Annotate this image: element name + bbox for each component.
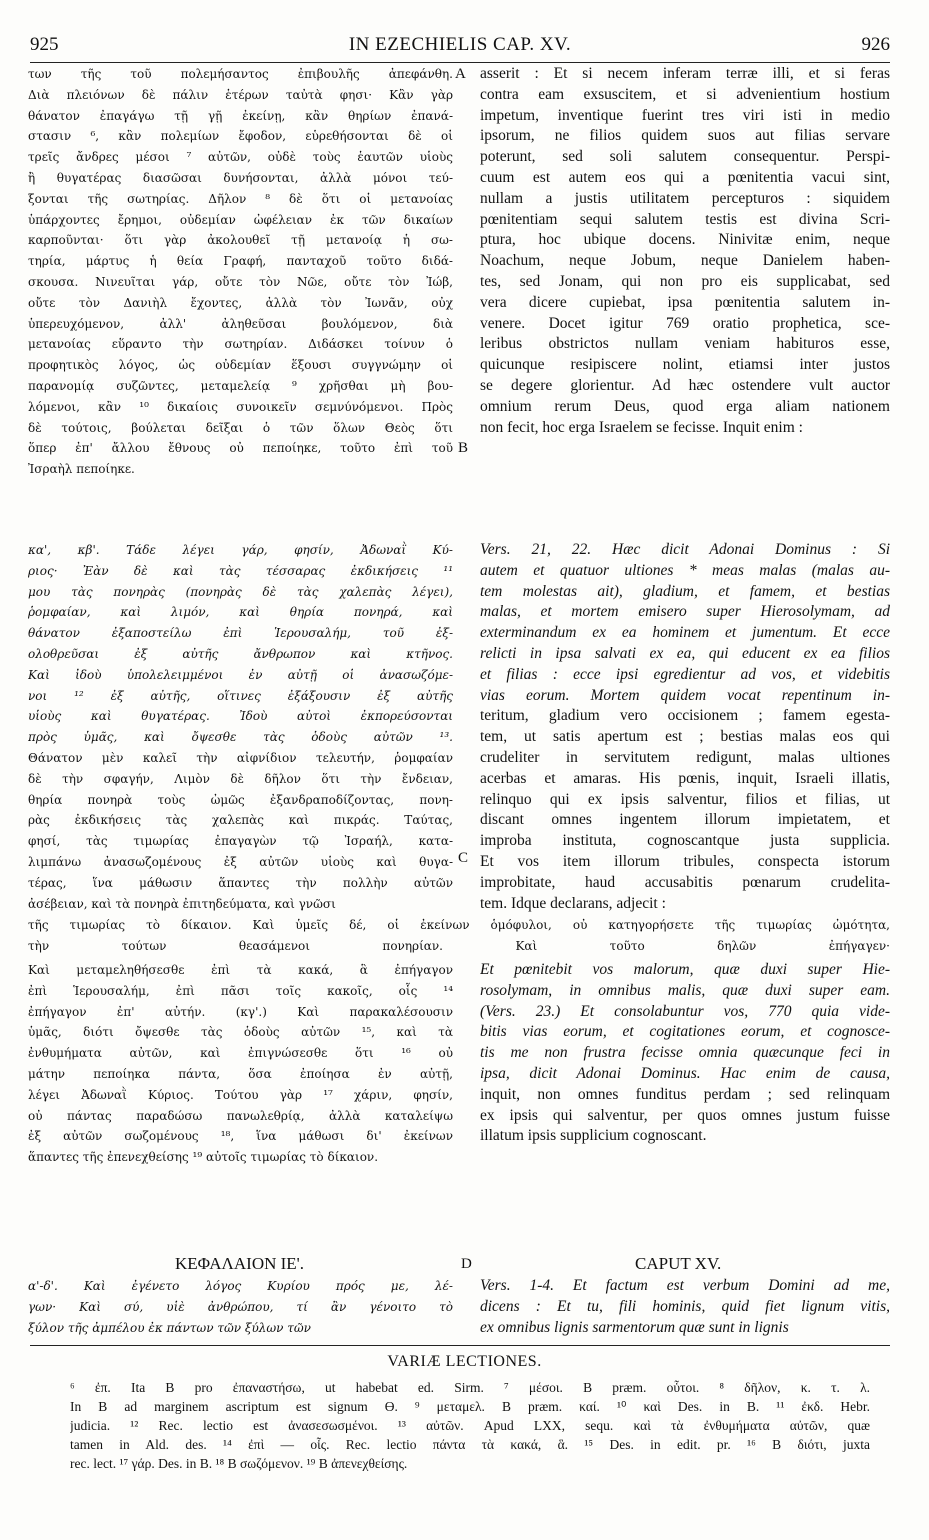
text-line: quicunque resipiscere nolint, etiamsi inter justos: [480, 356, 890, 374]
text-line: των τῆς τοῦ πολεμήσαντος ἐπιβουλῆς ἀπεφάνθη.: [28, 67, 453, 81]
text-line: θάνατον ἐξαποστείλω ἐπὶ Ἱερουσαλήμ, τοῦ ἐξ-: [28, 626, 453, 641]
text-line: ὅπερ ἐπ' ἄλλου ἔθνους οὐ πεποίηκε, τοῦτο ἐπὶ τοῦ: [28, 441, 453, 456]
text-line: θηρία πονηρὰ τοὺς ὠμῶς ἐξανδραποδίζοντας, πονη-: [28, 792, 453, 807]
text-line: μετανοίας εὕραντο τὴν σωτηρίαν. Διδάσκει τοίνυν ὁ: [28, 337, 453, 352]
text-line: θάνατον ἐπαγάγω τῇ γῇ ἐκείνῃ, κἂν θηρίων ἐπανά-: [28, 108, 453, 123]
variae-lectiones-title: VARIÆ LECTIONES.: [387, 1353, 542, 1370]
text-line: improba instituta, cognoscantque justa supplicia.: [480, 832, 890, 850]
text-line: νοι ¹² ἐξ αὐτῆς, οἵτινες ἐξάξουσιν ἐξ αὐτῆς: [28, 688, 453, 703]
chapter-heading-latin: CAPUT XV.: [635, 1254, 722, 1273]
text-line: ex ipsis qui salventur, per quos omnes justum fuisse: [480, 1106, 890, 1124]
text-line: tamen in Ald. des. ¹⁴ ἐπὶ — οἷς. Rec. lectio πάντα τὰ κακά, ἃ. ¹⁵ Des. in edit. pr. ¹⁶ B διότι, juxta: [70, 1437, 870, 1452]
latin-column-lower: [480, 960, 890, 1147]
text-line: ἐξ αὐτῶν σωζομένους ¹⁸, ἵνα μάθωσι δι' ἐκείνων: [28, 1129, 453, 1144]
text-line: καρποῦνται· ὅτι γὰρ ἀκολουθεῖ τῇ μετανοίᾳ ἡ σω-: [28, 233, 453, 248]
text-line: πρὸς ὑμᾶς, καὶ ὄψεσθε τὰς ὁδοὺς αὐτῶν ¹³.: [28, 730, 453, 745]
text-line: Et vos item illorum tribules, conspecta istorum: [480, 852, 890, 870]
notes-rule: [30, 1345, 890, 1346]
margin-marker-b: B: [458, 440, 469, 456]
chapter-heading-greek: ΚΕΦΑΛΑΙΟΝ ΙΕ'.: [175, 1254, 304, 1273]
text-line: μάτην πεποίηκα πάντα, ὅσα ἐποίησα ἐν αὐτῇ,: [28, 1066, 453, 1081]
full-width-greek: [28, 915, 890, 957]
text-line: autem et quatuor ultiones * meas malas (malas au-: [480, 561, 890, 579]
margin-marker-d: D: [461, 1256, 472, 1272]
text-line: nullam a justis utilitatem percepturos : siquidem: [480, 189, 890, 207]
text-line: φησί, τὰς τιμωρίας ἐπαγαγὼν τῷ Ἰσραήλ, κατα-: [28, 834, 453, 849]
text-line: ptura, hoc ubique docens. Ninivitæ enim, neque: [480, 231, 890, 249]
chapter-greek-text: [28, 1276, 453, 1338]
text-line: tis me non frustra fecisse omnia quæcunque feci in: [480, 1044, 890, 1062]
text-line: inquit, non omnes funditus perdam ; sed relinquam: [480, 1085, 890, 1103]
variae-lectiones-notes: [70, 1378, 870, 1473]
text-line: Noachum, neque Jobum, neque Danielem haben-: [480, 252, 890, 270]
text-line: Καὶ ἰδοὺ ὑπολελειμμένοι ἐν αὐτῇ οἱ ἀνασωζόμε-: [28, 667, 453, 682]
text-line: bitis vias eorum, et cogitationes eorum, et cognosce-: [480, 1023, 890, 1041]
latin-column-top: [480, 64, 890, 438]
text-line: ριος· Ἐὰν δὲ καὶ τὰς τέσσαρας ἐκδικήσεις ¹¹: [28, 563, 453, 578]
text-line: Διὰ πλειόνων δὲ πάλιν ἑτέρων ταὐτὰ φησι· Κἂν γὰρ: [28, 87, 453, 102]
text-line: impetum, inventique fuerint tres viri isti in medio: [480, 106, 890, 124]
text-line: Καὶ μεταμεληθήσεσθε ἐπὶ τὰ κακά, ἃ ἐπήγαγον: [28, 963, 453, 977]
text-line: (Vers. 23.) Et consolabuntur vos, 770 quia vide-: [480, 1002, 890, 1020]
text-line: μου τὰς πονηρὰς (πονηρὰς δὲ τὰς χαλεπὰς λέγει),: [28, 584, 453, 599]
text-line: ex omnibus lignis sarmentorum quæ sunt in lignis: [480, 1318, 789, 1336]
text-line: crudeliter in servitutem redigunt, malas ultiones: [480, 748, 890, 766]
text-line: λόμενοι, κἂν ¹⁰ δικαίοις συνοικεῖν σεμνύνόμενοι. Πρὸς: [28, 399, 453, 414]
text-line: acerbas et amaras. His pœnis, inquit, Israeli illatis,: [480, 769, 890, 787]
text-line: ἅπαντες τῆς ἐπενεχθείσης ¹⁹ αὐτοῖς τιμωρίας τὸ δίκαιον.: [28, 1150, 379, 1165]
text-line: ipsa, dicit Adonai Dominus. Hac enim de causa,: [480, 1064, 890, 1082]
text-line: γων· Καὶ σύ, υἱὲ ἀνθρώπου, τί ἂν γένοιτο τὸ: [28, 1299, 453, 1314]
running-title: IN EZECHIELIS CAP. XV.: [348, 34, 572, 55]
page-number-right: 926: [861, 34, 890, 55]
text-line: ⁶ ἐπ. Ita B pro ἐπαναστήσω, ut habebat ed. Sirm. ⁷ μέσοι. B præm. οὗτοι. ⁸ δῆλον, κ. τ. λ.: [70, 1380, 870, 1395]
text-line: ἐπήγαγον ἐπ' αὐτήν. (κγ'.) Καὶ παρακαλέσουσιν: [28, 1004, 453, 1019]
text-line: Θάνατον μὲν καλεῖ τὴν αἰφνίδιον τελευτήν, ῥομφαίαν: [28, 750, 453, 765]
text-line: ρὰς ἐκδικήσεις τὰς χαλεπὰς καὶ πικράς. Ταύτας,: [28, 813, 453, 828]
text-line: τηρία, μάρτυς ἡ θεία Γραφή, πανταχοῦ τοῦτο διδά-: [28, 254, 453, 269]
text-line: ὑπερευχόμενον, ἀλλ' ἀληθεῦσαι βουλόμενον, διὰ: [28, 316, 453, 331]
text-line: τέρας, ἵνα μάθωσιν ἅπαντες τὴν πολλὴν αὐτῶν: [28, 875, 453, 890]
text-line: ὑμᾶς, διότι ὄψεσθε τὰς ὁδοὺς αὐτῶν ¹⁵, καὶ τὰ: [28, 1025, 453, 1040]
text-line: τρεῖς ἄνδρες μέσοι ⁷ αὐτῶν, οὐδὲ τοὺς ἑαυτῶν υἱοὺς: [28, 150, 453, 165]
text-line: rec. lect. ¹⁷ γάρ. Des. in B. ¹⁸ B σωζόμενον. ¹⁹ B ἀπενεχθείσης.: [70, 1456, 408, 1471]
text-line: tem molestas ait), gladium, et famem, et bestias: [480, 582, 890, 600]
text-line: venere. Docet igitur 769 oratio prophetica, sce-: [480, 314, 890, 332]
text-line: vias eorum. Mortem quidem vocat repentinum in-: [480, 686, 890, 704]
text-line: ξονται τῆς σωτηρίας. Δῆλον ⁸ δὲ ὅτι οἱ μετανοίας: [28, 191, 453, 206]
text-line: vera dicere cupiebat, ipsa pœnitentia salutem in-: [480, 293, 890, 311]
text-line: Vers. 21, 22. Hæc dicit Adonai Dominus : Si: [480, 541, 890, 558]
text-line: ῥομφαίαν, καὶ λιμόν, καὶ θηρία πονηρά, καὶ: [28, 605, 453, 620]
text-line: judicia. ¹² Rec. lectio est ἀνασεσωσμένοι. ¹³ αὐτῶν. Apud LXX, sequ. καὶ τὰ ἐνθυμήματα αὐτῶν, quæ: [70, 1418, 870, 1433]
text-line: dicens : Et tu, fili hominis, quid fiet lignum vitis,: [480, 1297, 890, 1315]
text-line: pœnitentiam sequi salutem testis est divina Scri-: [480, 210, 890, 228]
text-line: leribus obstrictos nullam veniam habituros esse,: [480, 335, 890, 353]
page-number-left: 925: [30, 34, 59, 55]
text-line: Vers. 1-4. Et factum est verbum Domini ad me,: [480, 1277, 890, 1294]
text-line: α'-δ'. Καὶ ἐγένετο λόγος Κυρίου πρός με, λέ-: [28, 1279, 453, 1293]
text-line: tem. Idque declarans, adjecit :: [480, 894, 666, 912]
text-line: exterminandum ex ea hominem et jumentum. Et ecce: [480, 624, 890, 642]
text-line: discant omnes ingentem illorum impietatem, et: [480, 811, 890, 829]
greek-column-lower: [28, 960, 453, 1168]
text-line: ἢ θυγατέρας διασῶσαι δυνήσονται, ἀλλὰ μόνοι τεύ-: [28, 170, 453, 185]
text-line: improbitate, haud accusabitis pœnarum crudelita-: [480, 873, 890, 891]
text-line: τὴν τούτων θεασάμενοι πονηρίαν. Καὶ τοῦτο δηλῶν ἐπήγαγεν·: [28, 938, 890, 953]
text-line: δὲ τὴν σφαγήν, Λιμὸν δὲ δῆλον ὅτι τὴν ἔνδειαν,: [28, 771, 453, 786]
text-line: προφητικὸς λόγος, ὡς οὐδεμίαν ἕξουσι συγγνώμην οἱ: [28, 358, 453, 373]
text-line: relicti in ipsa salvati ex ea, qui educent ex ea filios: [480, 644, 890, 662]
text-line: υἱοὺς καὶ θυγατέρας. Ἰδοὺ αὐτοὶ ἐκπορεύσονται: [28, 709, 453, 724]
text-line: et filias : ecce ipsi egredientur ad vos, et videbitis: [480, 665, 890, 683]
text-line: tem, ut satis apertum est ; bestias malas eos qui: [480, 728, 890, 746]
text-line: relinquo qui ex ipsis salventur, filios et filias, ut: [480, 790, 890, 808]
text-line: οὐ πάντας παραδώσω πανωλεθρίᾳ, ἀλλὰ καταλείψω: [28, 1108, 453, 1123]
text-line: ἀσέβειαν, καὶ τὰ πονηρὰ ἐπιτηδεύματα, καὶ γνῶσι: [28, 896, 336, 911]
text-line: ipsorum, ne filios quidem suos aut filias servare: [480, 127, 890, 145]
text-line: asserit : Et si necem inferam terræ illi, et si feras: [480, 65, 890, 82]
text-line: κα', κβ'. Τάδε λέγει γάρ, φησίν, Ἀδωναῒ Κύ-: [28, 543, 453, 557]
text-line: Et pœnitebit vos malorum, quæ duxi super Hie-: [480, 961, 890, 978]
text-line: σκουσα. Νινευῖται γάρ, οὔτε τὸν Νῶε, οὔτε τὸν Ἰώβ,: [28, 274, 453, 289]
greek-column-middle: [28, 540, 453, 914]
text-line: poterunt, sed soli salutem consequentur. Perspi-: [480, 148, 890, 166]
text-line: λέγει Ἀδωναῒ Κύριος. Τούτου γὰρ ¹⁷ χάριν, φησίν,: [28, 1087, 453, 1102]
text-line: malas, et mortem emisero super Hierosolymam, ad: [480, 603, 890, 621]
latin-column-middle: [480, 540, 890, 914]
text-line: παρανομίᾳ συζῶντες, μεταμελείᾳ ⁹ χρῆσθαι μὴ βου-: [28, 378, 453, 393]
text-line: δὲ τούτοις, βούλεται δεῖξαι ὁ τῶν ὅλων Θεὸς ὅτι: [28, 420, 453, 435]
text-line: illatum ipsis supplicium cognoscant.: [480, 1127, 707, 1145]
text-line: contra eam exsuscitem, et si advenientium hostium: [480, 85, 890, 103]
text-line: In B ad marginem ascriptum est signum ϴ. ⁹ μεταμελ. B præm. καί. ¹⁰ καὶ Des. in B. ¹¹ ἐκδ. Hebr.: [70, 1399, 870, 1414]
running-header: [30, 34, 890, 58]
text-line: ἐνθυμήματα αὐτῶν, καὶ ἐπιγνώσεσθε ὅτι ¹⁶ οὐ: [28, 1046, 453, 1061]
text-line: teritum, gladium vero occisionem ; famem egesta-: [480, 707, 890, 725]
text-line: tes, sed Jonam, qui non pro eis supplicabat, sed: [480, 272, 890, 290]
text-line: omnium rerum Deus, quod erga aliam nationem: [480, 397, 890, 415]
text-line: ξύλον τῆς ἀμπέλου ἐκ πάντων τῶν ξύλων τῶν: [28, 1320, 311, 1335]
text-line: ἐπὶ Ἱερουσαλήμ, ἐπὶ πᾶσι τοῖς κακοῖς, οἷς ¹⁴: [28, 983, 453, 998]
margin-marker-c: C: [458, 850, 469, 866]
margin-marker-a: A: [455, 66, 466, 82]
text-line: οὔτε τὸν Δανιὴλ ἔχοντες, ἀλλὰ τὸν Ἰωνᾶν, οὐχ: [28, 295, 453, 310]
text-line: cuum est autem eos qui a pœnitentia vacui sint,: [480, 168, 890, 186]
text-line: ολοθρεῦσαι ἐξ αὐτῆς ἄνθρωπον καὶ κτῆνος.: [28, 646, 453, 661]
text-line: non fecit, hoc erga Israelem se fecisse. Inquit enim :: [480, 418, 803, 436]
text-line: λιμπάνω ἀνασωζομένους ἐξ αὐτῶν υἱοὺς καὶ θυγα-: [28, 854, 453, 869]
text-line: τῆς τιμωρίας τὸ δίκαιον. Καὶ ὑμεῖς δέ, οἱ ἐκείνων ὁμόφυλοι, οὐ κατηγορήσετε τῆς τιμωρίας ὠμότητα,: [28, 918, 890, 932]
text-line: se degere glorientur. Ad hæc ostendere vult auctor: [480, 376, 890, 394]
header-rule: [30, 62, 890, 63]
text-line: Ἰσραὴλ πεποίηκε.: [28, 462, 135, 477]
text-line: στασιν ⁶, κἂν πολεμίων ἔφοδον, εὑρεθήσονται δὲ οἱ: [28, 129, 453, 144]
text-line: rosolymam, in omnibus malis, quæ duxi super eam.: [480, 981, 890, 999]
text-line: ὑπάρχοντες ἔρημοι, οὐδεμίαν ὠφέλειαν ἐκ τῶν δικαίων: [28, 212, 453, 227]
chapter-latin-text: [480, 1276, 890, 1338]
greek-column-top: [28, 64, 453, 480]
